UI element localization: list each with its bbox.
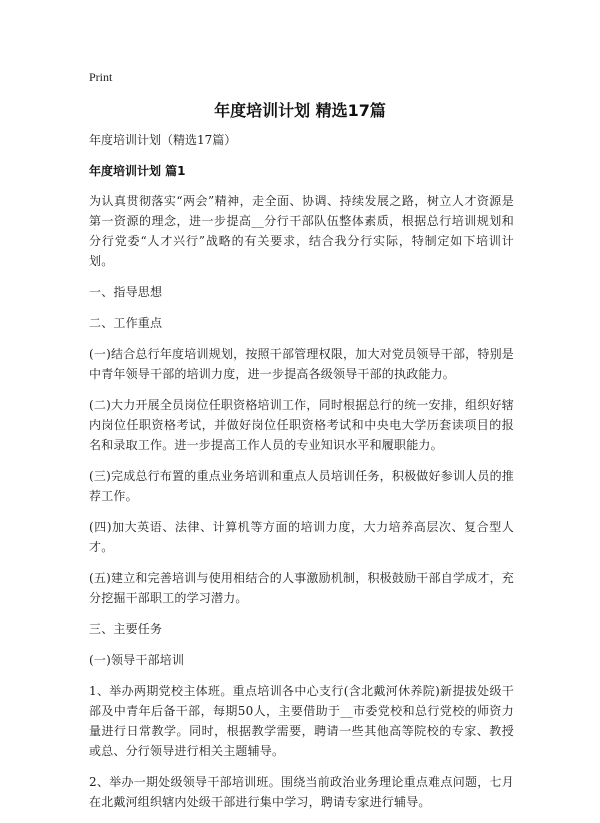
paragraph-heading-guiding-thought: 一、指导思想 (89, 285, 163, 299)
paragraph-heading-work-focus: 二、工作重点 (89, 316, 163, 330)
document-subtitle: 年度培训计划（精选17篇） (89, 133, 237, 147)
document-body (89, 130, 514, 823)
paragraph-heading-main-tasks: 三、主要任务 (89, 622, 163, 636)
paragraph-heading-leader-training: (一)领导干部培训 (89, 653, 185, 667)
paragraph-focus-1: (一)结合总行年度培训规划，按照干部管理权限，加大对党员领导干部，特别是中青年领导干部的培训力度，进一步提高各级领导干部的执政能力。 (89, 347, 514, 381)
paragraph-focus-3: (三)完成总行布置的重点业务培训和重点人员培训任务，积极做好参训人员的推荐工作。 (89, 469, 514, 503)
document-title: 年度培训计划 精选17篇 (214, 101, 386, 120)
paragraph-focus-4: (四)加大英语、法律、计算机等方面的培训力度，大力培养高层次、复合型人才。 (89, 520, 514, 554)
print-link[interactable]: Print (89, 70, 113, 84)
paragraph-focus-2: (二)大力开展全员岗位任职资格培训工作，同时根据总行的统一安排，组织好辖内岗位任职资格考试，并做好岗位任职资格考试和中央电大学历套读项目的报名和录取工作。进一步提高工作人员的专业知识水平和履职能力。 (89, 398, 514, 452)
section-heading: 年度培训计划 篇1 (89, 164, 186, 178)
paragraph-intro: 为认真贯彻落实“两会”精神，走全面、协调、持续发展之路，树立人才资源是第一资源的理念，进一步提高__分行干部队伍整体素质，根据总行培训规划和分行党委“人才兴行”战略的有关要求，结合我分行实际，特制定如下培训计划。 (89, 194, 514, 268)
paragraph-task-2: 2、举办一期处级领导干部培训班。围绕当前政治业务理论重点难点问题，七月在北戴河组织辖内处级干部进行集中学习，聘请专家进行辅导。 (89, 775, 514, 809)
paragraph-task-1: 1、举办两期党校主体班。重点培训各中心支行(含北戴河休养院)新提拔处级干部及中青年后备干部，每期50人，主要借助于__市委党校和总行党校的师资力量进行日常教学。同时，根据教学需要，聘请一些其他高等院校的专家、教授或总、分行领导进行相关主题辅导。 (89, 684, 514, 758)
paragraph-focus-5: (五)建立和完善培训与使用相结合的人事激励机制，积极鼓励干部自学成才，充分挖掘干部职工的学习潜力。 (89, 571, 514, 605)
